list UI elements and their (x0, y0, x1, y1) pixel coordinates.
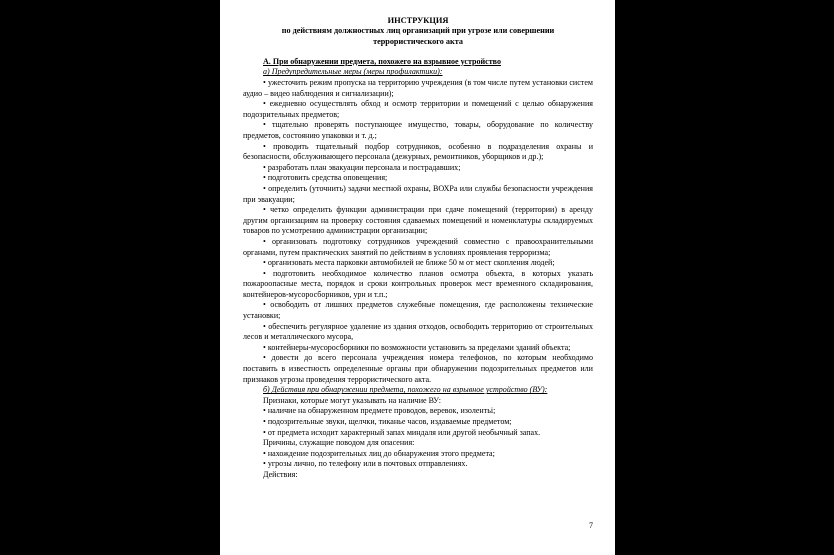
document-page (220, 0, 615, 555)
list-item: • довести до всего персонала учреждения номера телефонов, по которым необходимо поставить в известность определенные органы при обнаружении подозрительных предметов или признаков угрозы проведения террористического акта. (243, 353, 593, 384)
list-item: • освободить от лишних предметов служебные помещения, где расположены технические установки; (243, 300, 593, 321)
list-item: • подготовить средства оповещения; (263, 173, 388, 183)
page-number: 7 (589, 521, 593, 530)
document-subtitle: по действиям должностных лиц организаций при угрозе или совершении террористического акта (281, 26, 555, 46)
list-item: • наличие на обнаруженном предмете проводов, веревок, изолентьі; (263, 406, 496, 416)
document-title: ИНСТРУКЦИЯ (387, 16, 449, 25)
preventive-measures-list (243, 78, 593, 385)
section-a-subheading: а) Предупредительные меры (меры профилактики): (263, 67, 443, 77)
section-b-subheading: б) Действия при обнаружении предмета, похожего на взрывное устройство (ВУ): (263, 385, 548, 395)
list-item: • ужесточить режим пропуска на территорию учреждения (в том числе путем установки систем аудио – видео наблюдения и сигнализации); (243, 78, 593, 98)
list-item: • контейнеры-мусоросборники по возможности установить за пределами зданий объекта; (263, 342, 571, 352)
list-item: • от предмета исходит характерный запах миндаля или другой необычный запах. (263, 427, 541, 437)
list-item: • обеспечить регулярное удаление из здания отходов, освободить территорию от строительных лесов и металлического мусора, (243, 321, 593, 342)
list-item: • четко определить функции администрации при сдаче помещений (территории) в аренду другим организациям на проверку состояния сдаваемых помещений и номенклатуры складируемых товаров по усмотрению администрации организации; (243, 205, 593, 236)
list-item: • проводить тщательный подбор сотрудников, особенно в подразделения охраны и безопасности, обслуживающего персонала (дежурных, ремонтников, уборщиков и др.); (243, 141, 593, 162)
reasons-intro: Причины, служащие поводом для опасения: (263, 438, 415, 448)
signs-list (243, 406, 593, 438)
list-item: • подготовить необходимое количество планов осмотра объекта, в которых указать пожароопасные места, порядок и сроки контрольных проверок мест временного складирования, контейнеров-мусоросборников, урн и т.п.; (243, 268, 593, 299)
list-item: • угрозы лично, по телефону или в почтовых отправлениях. (263, 459, 468, 469)
list-item: • организовать подготовку сотрудников учреждений совместно с правоохранительными органами, путем практических занятий по действиям в условиях проявления терроризма; (243, 236, 593, 257)
list-item: • разработать план эвакуации персонала и пострадавших; (263, 162, 461, 172)
list-item: • ежедневно осуществлять обход и осмотр территории и помещений с целью обнаружения подозрительных предметов; (243, 99, 593, 119)
list-item: • нахождение подозрительных лиц до обнаружения этого предмета; (263, 448, 495, 458)
reasons-list (243, 449, 593, 470)
actions-label: Действия: (263, 469, 298, 479)
section-a-heading: А. При обнаружении предмета, похожего на взрывное устройство (263, 56, 501, 66)
signs-intro: Признаки, которые могут указывать на наличие ВУ: (263, 395, 441, 405)
list-item: • тщательно проверять поступающее имущество, товары, оборудование по количеству предметов, состоянию упаковки и т. д.; (243, 120, 593, 140)
list-item: • организовать места парковки автомобилей не ближе 50 м от мест скопления людей; (263, 258, 555, 268)
list-item: • определить (уточнить) задачи местной охраны, ВОХРа или службы безопасности учреждения при эвакуации; (243, 183, 593, 204)
list-item: • подозрительные звуки, щелчки, тиканье часов, издаваемые предметом; (263, 417, 512, 426)
